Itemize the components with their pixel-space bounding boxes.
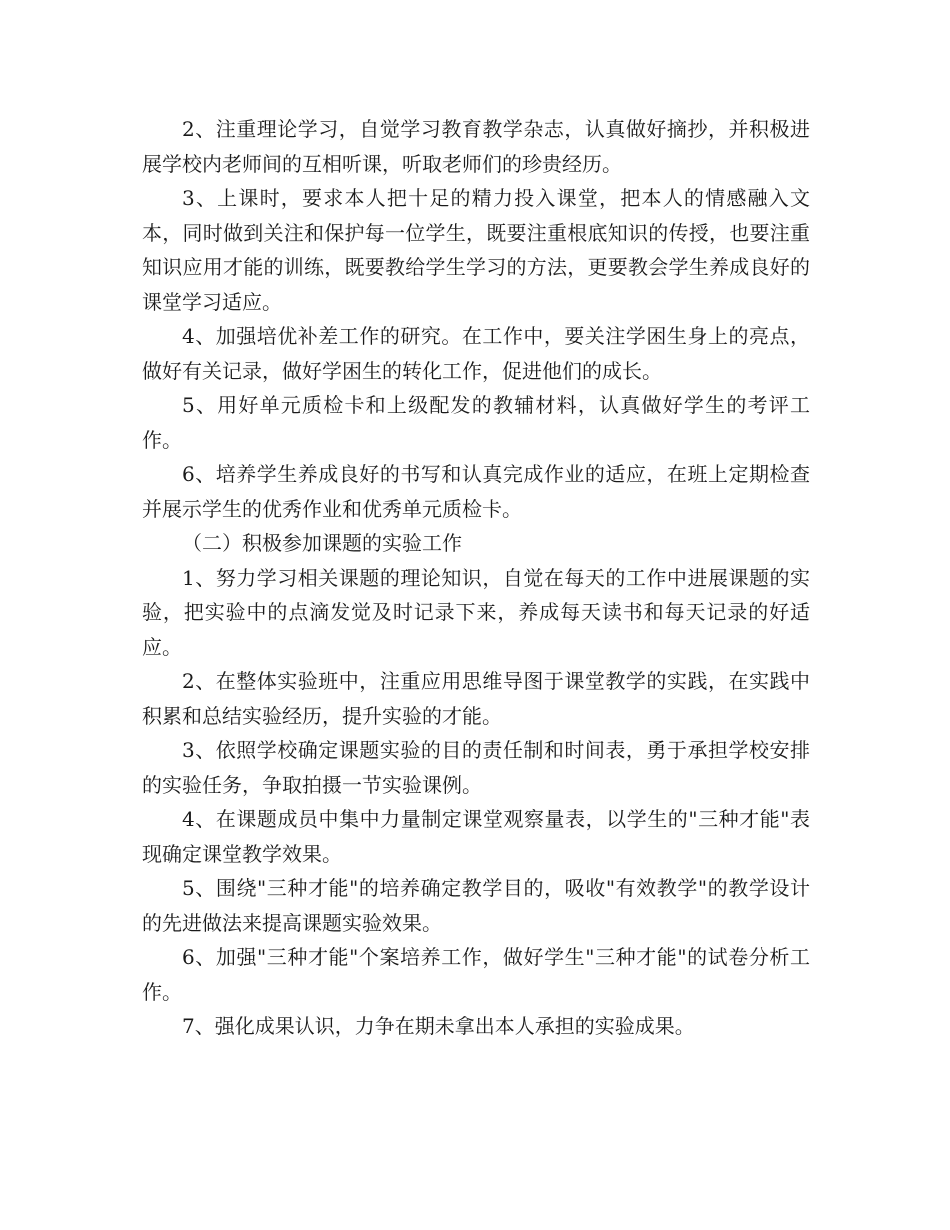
paragraph-item: 3、依照学校确定课题实验的目的责任制和时间表，勇于承担学校安排的实验任务，争取拍摄一节实验课例。 [142,738,810,797]
paragraph-item: 7、强化成果认识，力争在期未拿出本人承担的实验成果。 [182,1014,695,1038]
paragraph-item: 5、用好单元质检卡和上级配发的教辅材料，认真做好学生的考评工作。 [142,393,810,452]
paragraph-item: 3、上课时，要求本人把十足的精力投入课堂，把本人的情感融入文本，同时做到关注和保护每一位学生，既要注重根底知识的传授，也要注重知识应用才能的训练，既要教给学生学习的方法，更要教会学生养成良好的课堂学习适应。 [142,186,810,314]
paragraph-item: 5、围绕"三种才能"的培养确定教学目的，吸收"有效教学"的教学设计的先进做法来提高课题实验效果。 [142,876,810,935]
document-body [142,112,810,1044]
paragraph-item: 2、在整体实验班中，注重应用思维导图于课堂教学的实践，在实践中积累和总结实验经历，提升实验的才能。 [142,669,810,728]
paragraph-item: 4、加强培优补差工作的研究。在工作中，要关注学困生身上的亮点，做好有关记录，做好学困生的转化工作，促进他们的成长。 [142,324,810,383]
paragraph-item: 2、注重理论学习，自觉学习教育教学杂志，认真做好摘抄，并积极进展学校内老师间的互相听课，听取老师们的珍贵经历。 [142,117,810,176]
paragraph-item: 1、努力学习相关课题的理论知识，自觉在每天的工作中进展课题的实验，把实验中的点滴发觉及时记录下来，养成每天读书和每天记录的好适应。 [142,565,810,659]
section-heading: （二）积极参加课题的实验工作 [182,531,462,555]
paragraph-item: 4、在课题成员中集中力量制定课堂观察量表，以学生的"三种才能"表现确定课堂教学效果。 [142,807,810,866]
paragraph-item: 6、加强"三种才能"个案培养工作，做好学生"三种才能"的试卷分析工作。 [142,945,810,1004]
paragraph-item: 6、培养学生养成良好的书写和认真完成作业的适应，在班上定期检查并展示学生的优秀作业和优秀单元质检卡。 [142,462,810,521]
